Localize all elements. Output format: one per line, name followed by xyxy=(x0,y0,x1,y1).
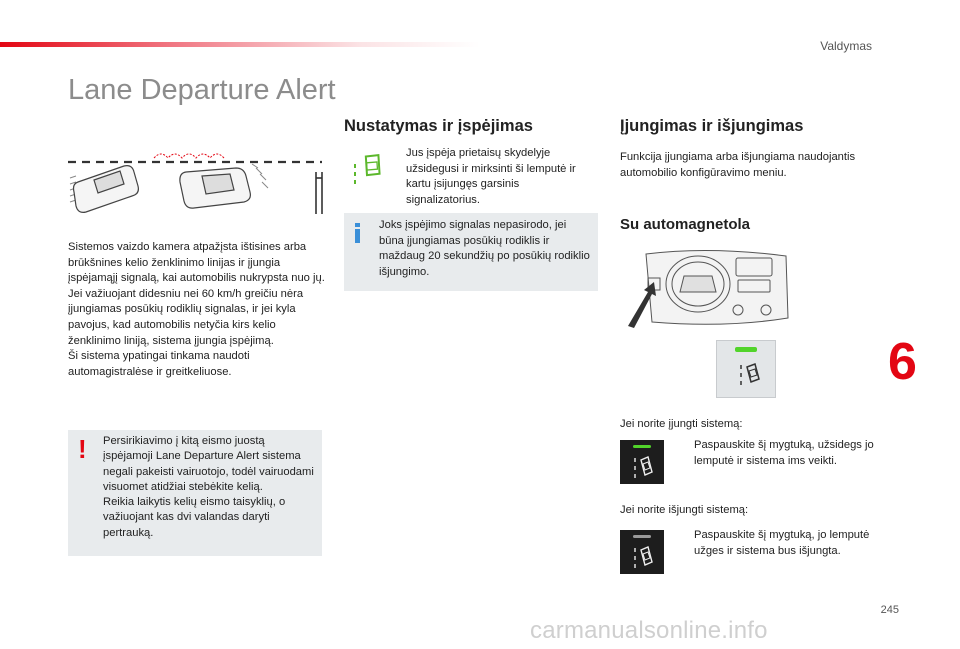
chapter-number: 6 xyxy=(888,333,917,391)
lane-alert-button-off[interactable] xyxy=(620,530,664,574)
page-number: 245 xyxy=(880,604,899,616)
section-label: Valdymas xyxy=(820,39,872,53)
button-panel-illustration xyxy=(716,340,776,398)
button-led-on xyxy=(633,445,651,448)
radio-subheading: Su automagnetola xyxy=(620,216,751,233)
disable-step xyxy=(676,528,876,559)
warning-paragraph: Persirikiavimo į kitą eismo juostą įspėjamoji Lane Departure Alert sistema negali pakeisti vairuotojo, todėl vairuodami visuomet atidžiai stebėkite kelią. xyxy=(103,435,314,493)
lane-departure-illustration xyxy=(66,138,324,216)
button-panel-icon xyxy=(717,341,777,399)
info-box xyxy=(344,213,598,291)
watermark: carmanualsonline.info xyxy=(530,617,768,644)
warning-text xyxy=(103,434,317,541)
car-right xyxy=(180,168,251,208)
dashboard-illustration xyxy=(626,248,792,330)
onoff-text: Funkcija įjungiama arba išjungiama naudojantis automobilio konfigūravimo meniu. xyxy=(620,151,856,179)
alert-text: Jus įspėja prietaisų skydelyje užsidegusi ir mirksinti ši lemputė ir kartu įsijungęs garsinis signalizatorius. xyxy=(406,147,576,206)
intro-paragraph: Jei važiuojant didesniu nei 60 km/h greičiu nėra įjungiamas posūkių rodiklių signalas, ir jei kyla pavojus, kad automobilis netyčia kirs kelio ženklinimo liniją, sistema įjungia įspėjimą. xyxy=(68,287,304,347)
enable-label: Jei norite įjungti sistemą: xyxy=(620,418,743,430)
header-gradient-bar xyxy=(0,42,480,47)
onoff-heading: Įjungimas ir išjungimas xyxy=(620,117,804,135)
page-title: Lane Departure Alert xyxy=(68,74,336,106)
disable-label: Jei norite išjungti sistemą: xyxy=(620,504,749,516)
warning-box xyxy=(68,430,322,556)
setting-heading: Nustatymas ir įspėjimas xyxy=(344,117,533,135)
enable-step-text: Paspauskite šį mygtuką, užsidegs jo lemputė ir sistema ims veikti. xyxy=(694,439,874,467)
info-icon xyxy=(353,223,363,243)
disable-step-text: Paspauskite šį mygtuką, jo lemputė užges ir sistema bus išjungta. xyxy=(694,529,870,557)
button-led-off xyxy=(633,535,651,538)
warning-paragraph: Reikia laikytis kelių eismo taisyklių, o važiuojant kas dvi valandas daryti pertrauką. xyxy=(103,496,286,539)
car-left xyxy=(74,166,139,213)
lane-departure-warning-lamp-icon xyxy=(352,150,384,190)
enable-step xyxy=(676,438,876,469)
lane-alert-button-on[interactable] xyxy=(620,440,664,484)
info-text: Joks įspėjimo signalas nepasirodo, jei būna įjungiamas posūkių rodiklis ir maždaug 20 sekundžių po posūkių rodiklio išjungimo. xyxy=(379,219,590,278)
intro-text xyxy=(68,240,330,380)
intro-paragraph: Sistemos vaizdo kamera atpažįsta ištisines arba brūkšnines kelio ženklinimo linijas ir įjungia įspėjamąjį signalą, kai automobilis nukrypsta nuo jų. xyxy=(68,241,325,285)
intro-paragraph: Ši sistema ypatingai tinkama naudoti automagistralėse ir greitkeliuose. xyxy=(68,350,250,378)
warning-exclamation-icon: ! xyxy=(78,434,87,464)
